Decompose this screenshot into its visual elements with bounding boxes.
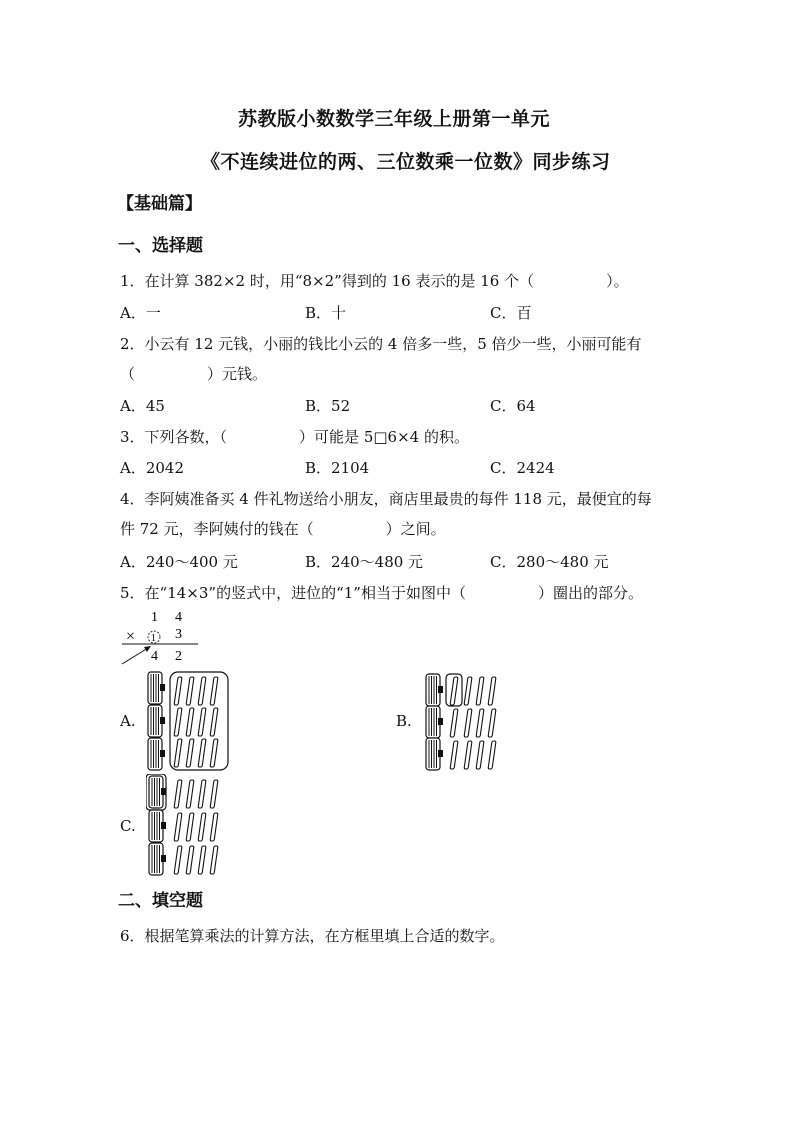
sticks-row-3 bbox=[174, 846, 218, 874]
sticks-row-1 bbox=[174, 677, 218, 705]
vertical-top-ones: 4 bbox=[175, 610, 182, 625]
vertical-carry-circled: 1 bbox=[151, 633, 156, 644]
bundle-icon bbox=[148, 738, 165, 770]
option-a-figure[interactable] bbox=[146, 670, 236, 774]
sticks-row-1 bbox=[174, 780, 218, 808]
arrow-head bbox=[144, 646, 151, 652]
q5-option-a[interactable]: A. bbox=[120, 712, 136, 730]
q1-option-c[interactable]: C．百 bbox=[490, 304, 532, 322]
question-6: 6．根据笔算乘法的计算方法，在方框里填上合适的数字。 bbox=[120, 927, 505, 945]
question-1-end: ）。 bbox=[606, 272, 629, 290]
question-4-end: ）之间。 bbox=[385, 520, 446, 538]
section-fill-heading: 二、填空题 bbox=[118, 891, 203, 911]
vertical-carry-top: 1 bbox=[151, 610, 158, 625]
question-4-line-2 bbox=[120, 518, 446, 539]
question-1-text: 1．在计算 382×2 时，用“8×2”得到的 16 表示的是 16 个（ bbox=[120, 272, 535, 290]
question-3-text: 3．下列各数，（ bbox=[120, 428, 228, 446]
vertical-result-tens: 4 bbox=[151, 649, 158, 664]
vertical-bottom: 3 bbox=[175, 627, 182, 642]
bundle-icon bbox=[149, 843, 166, 875]
q5-option-b[interactable]: B. bbox=[396, 712, 412, 730]
sticks-row-2 bbox=[450, 709, 496, 737]
q3-option-c[interactable]: C．2424 bbox=[490, 459, 555, 477]
question-4-line-1: 4．李阿姨准备买 4 件礼物送给小朋友，商店里最贵的每件 118 元，最便宜的每 bbox=[120, 490, 652, 508]
question-2-end: ）元钱。 bbox=[207, 365, 268, 383]
vertical-result-ones: 2 bbox=[175, 649, 182, 664]
sticks-row-1 bbox=[450, 677, 496, 705]
q3-option-a[interactable]: A．2042 bbox=[120, 459, 185, 477]
q1-option-b[interactable]: B．十 bbox=[305, 304, 347, 322]
bundle-icon bbox=[426, 738, 443, 770]
question-2-line-1: 2．小云有 12 元钱，小丽的钱比小云的 4 倍多一些，5 倍少一些，小丽可能有 bbox=[120, 335, 642, 353]
sticks-row-3 bbox=[174, 739, 218, 767]
bundle-icon bbox=[149, 776, 166, 808]
question-1 bbox=[120, 270, 629, 291]
q4-option-c[interactable]: C．280～480 元 bbox=[490, 553, 609, 571]
title-line-2: 《不连续进位的两、三位数乘一位数》同步练习 bbox=[201, 151, 611, 173]
sticks-row-3 bbox=[450, 741, 496, 769]
bundle-icon bbox=[149, 810, 166, 842]
option-b-figure[interactable] bbox=[424, 672, 514, 776]
sticks-row-2 bbox=[174, 813, 218, 841]
q2-option-c[interactable]: C．64 bbox=[490, 397, 536, 415]
bundle-icon bbox=[148, 672, 165, 704]
title-line-1: 苏教版小数数学三年级上册第一单元 bbox=[238, 108, 551, 130]
vertical-arrow bbox=[122, 648, 148, 664]
question-3-end: ）可能是 5□6×4 的积。 bbox=[299, 428, 469, 446]
q2-option-b[interactable]: B．52 bbox=[305, 397, 351, 415]
option-c-figure[interactable] bbox=[146, 774, 236, 878]
bundle-icon bbox=[426, 706, 443, 738]
question-2-line-2 bbox=[120, 363, 267, 384]
vertical-times-sign: × bbox=[126, 628, 136, 645]
q4-option-b[interactable]: B．240～480 元 bbox=[305, 553, 424, 571]
question-3 bbox=[120, 426, 469, 447]
sticks-row-2 bbox=[174, 708, 218, 736]
vertical-multiplication bbox=[118, 606, 208, 666]
q2-option-a[interactable]: A．45 bbox=[120, 397, 165, 415]
q5-option-c[interactable]: C. bbox=[120, 817, 136, 835]
section-choice-heading: 一、选择题 bbox=[118, 236, 203, 256]
bundle-icon bbox=[148, 705, 165, 737]
q4-option-a[interactable]: A．240～400 元 bbox=[120, 553, 238, 571]
question-5 bbox=[120, 582, 643, 603]
q3-option-b[interactable]: B．2104 bbox=[305, 459, 370, 477]
question-2-paren: （ bbox=[120, 365, 136, 383]
basics-heading: 【基础篇】 bbox=[117, 194, 202, 214]
question-5-text: 5．在“14×3”的竖式中，进位的“1”相当于如图中（ bbox=[120, 584, 466, 602]
bundle-icon bbox=[426, 674, 443, 706]
q1-option-a[interactable]: A．一 bbox=[120, 304, 161, 322]
question-5-end: ）圈出的部分。 bbox=[537, 584, 643, 602]
question-4-text: 件 72 元，李阿姨付的钱在（ bbox=[120, 520, 314, 538]
